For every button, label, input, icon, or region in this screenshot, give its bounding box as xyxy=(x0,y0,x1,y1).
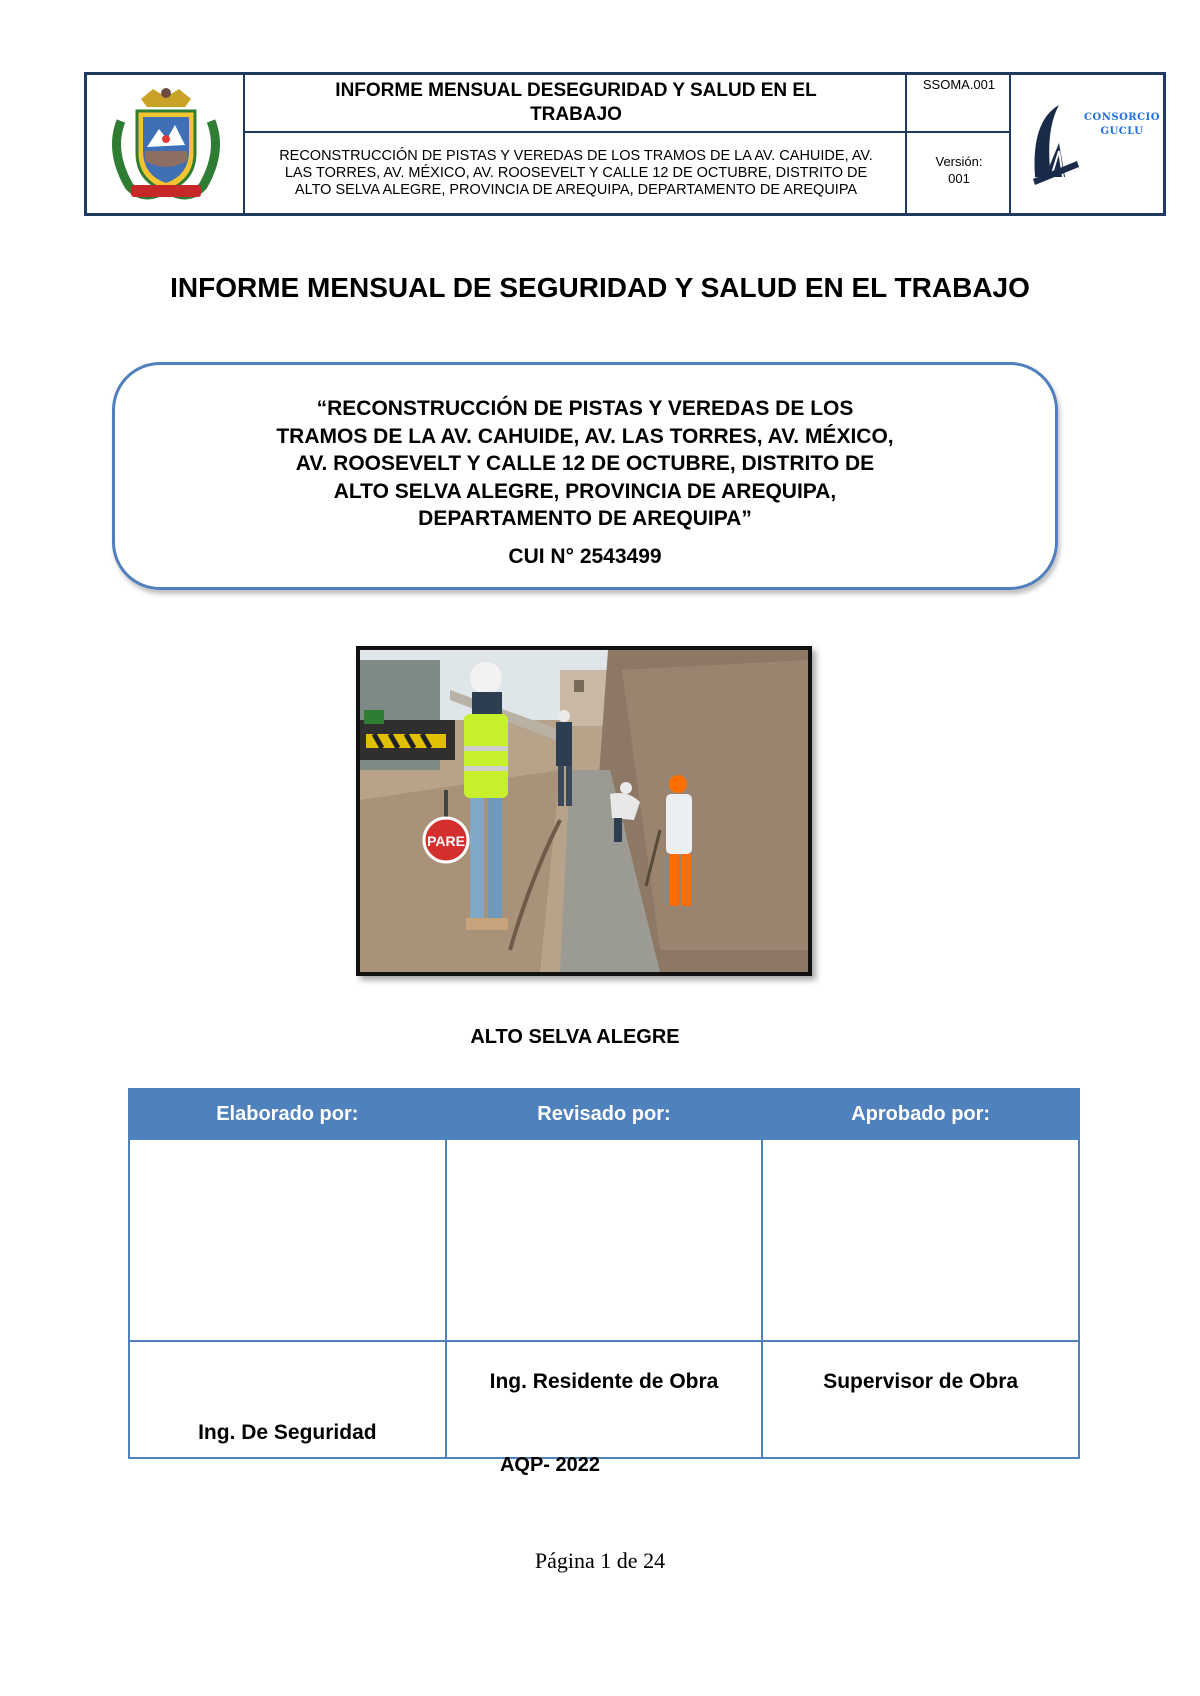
municipal-coat-of-arms-logo xyxy=(101,81,231,207)
version-value: 001 xyxy=(948,171,970,186)
header-divider xyxy=(1009,75,1011,213)
construction-site-photo xyxy=(356,646,812,976)
stop-sign-text: PARE xyxy=(427,833,465,849)
version-label: Versión: xyxy=(935,154,983,169)
page-number: Página 1 de 24 xyxy=(534,1548,666,1573)
place-year: AQP- 2022 xyxy=(499,1454,601,1476)
document-version xyxy=(909,153,1009,187)
approvals-header-reviewed: Revisado por: xyxy=(446,1089,763,1139)
signature-cell xyxy=(762,1139,1079,1341)
signature-cell xyxy=(129,1139,446,1341)
role-supervisor: Supervisor de Obra xyxy=(762,1341,1079,1458)
signature-row xyxy=(129,1139,1079,1341)
role-safety-engineer: Ing. De Seguridad xyxy=(129,1341,446,1458)
header-divider xyxy=(905,75,907,213)
approvals-header-elaborated: Elaborado por: xyxy=(129,1089,446,1139)
consorcio-logo xyxy=(1021,91,1161,201)
page-title: INFORME MENSUAL DE SEGURIDAD Y SALUD EN EL TRABAJO xyxy=(170,272,1030,303)
approvals-header-approved: Aprobado por: xyxy=(762,1089,1079,1139)
header-title: INFORME MENSUAL DESEGURIDAD Y SALUD EN EL TRABAJO xyxy=(335,80,817,125)
project-name: “RECONSTRUCCIÓN DE PISTAS Y VEREDAS DE LOS TRAMOS DE LA AV. CAHUIDE, AV. LAS TORRES, AV. MÉXICO, AV. ROOSEVELT Y CALLE 12 DE OCTUBRE, DISTRITO DE ALTO SELVA ALEGRE, PROVINCIA DE AREQUIPA, DEPARTAMENTO DE AREQUIPA” xyxy=(276,397,894,530)
document-code: SSOMA.001 xyxy=(922,77,996,92)
project-cui: CUI N° 2543499 xyxy=(508,545,662,568)
location-label: ALTO SELVA ALEGRE xyxy=(470,1026,680,1048)
signature-cell xyxy=(446,1139,763,1341)
header-divider xyxy=(243,75,245,213)
project-box xyxy=(112,362,1058,590)
role-resident-engineer: Ing. Residente de Obra xyxy=(446,1341,763,1458)
header-subtitle: RECONSTRUCCIÓN DE PISTAS Y VEREDAS DE LOS TRAMOS DE LA AV. CAHUIDE, AV. LAS TORRES, AV. MÉXICO, AV. ROOSEVELT Y CALLE 12 DE OCTUBRE, DISTRITO DE ALTO SELVA ALEGRE, PROVINCIA DE AREQUIPA, DEPARTAMENTO DE AREQUIPA xyxy=(279,147,873,198)
approvals-header-row xyxy=(129,1089,1079,1139)
consorcio-logo-text: CONSORCIO GUCLU xyxy=(1084,112,1160,137)
document-header xyxy=(84,72,1166,216)
header-divider xyxy=(907,131,1009,133)
roles-row xyxy=(129,1341,1079,1458)
approvals-table xyxy=(128,1088,1080,1459)
